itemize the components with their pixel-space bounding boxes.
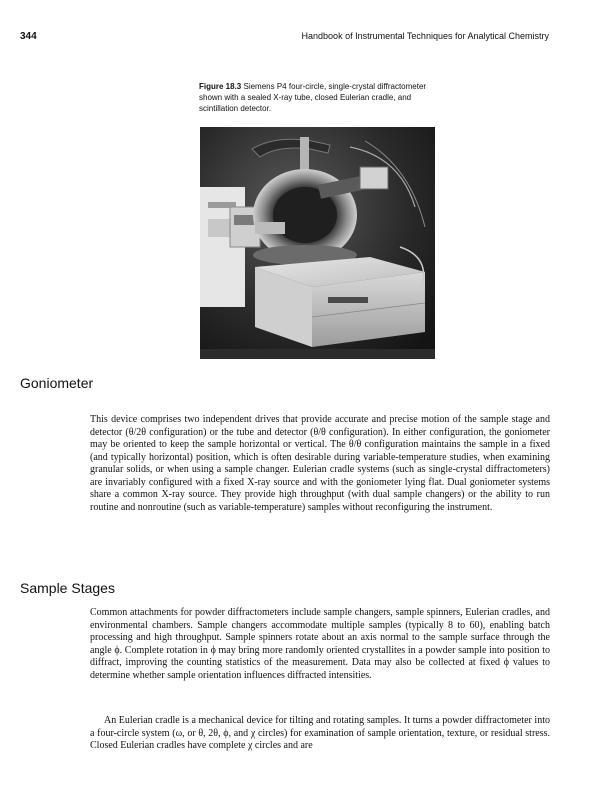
diffractometer-photo xyxy=(200,127,435,359)
running-header: Handbook of Instrumental Techniques for Analytical Chemistry xyxy=(301,31,549,41)
section-heading-goniometer: Goniometer xyxy=(20,375,94,391)
page-number: 344 xyxy=(20,31,37,42)
figure-label: Figure 18.3 xyxy=(199,82,242,91)
figure-caption xyxy=(199,81,444,114)
sample-stages-paragraph-2: An Eulerian cradle is a mechanical device for tilting and rotating samples. It turns a powder diffractometer into a four-circle system (ω, or θ, 2θ, ϕ, and χ circles) for examination of sample orientation, texture, or residual stress. Closed Eulerian cradles have complete χ circles and are xyxy=(90,715,550,751)
section-heading-sample-stages: Sample Stages xyxy=(20,580,115,596)
figure-caption-text: Siemens P4 four-circle, single-crystal diffractometer shown with a sealed X-ray tube, closed Eulerian cradle, and scintillation detector. xyxy=(199,82,427,113)
sample-stages-paragraph-1: Common attachments for powder diffractometers include sample changers, sample spinners, Eulerian cradles, and environmental chambers. Sample changers accommodate multiple samples (typically 8 to 60), enabling batch processing and high throughput. Sample spinners rotate about an axis normal to the sample surface through the angle ϕ. Complete rotation in ϕ may bring more randomly oriented crystallites in a powder sample into position to diffract, improving the counting statistics of the measurement. Data may also be collected at fixed ϕ values to determine whether sample orientation influences diffracted intensities. xyxy=(90,607,550,681)
goniometer-paragraph: This device comprises two independent drives that provide accurate and precise motion of the sample stage and detector (θ/2θ configuration) or the tube and detector (θ/θ configuration). In either configuration, the goniometer may be oriented to keep the sample horizontal or vertical. The θ/θ configuration maintains the sample in a fixed (and typically horizontal) position, which is often desirable during variable-temperature studies, when examining granular solids, or when using a sample changer. Eulerian cradle systems (such as single-crystal diffractometers) are invariably configured with a fixed X-ray source and with the goniometer lying flat. Dual goniometer systems share a common X-ray source. They provide high throughput (with dual sample changers) or the ability to run routine and nonroutine (such as variable-temperature) samples without reconfiguring the instrument. xyxy=(90,414,550,513)
